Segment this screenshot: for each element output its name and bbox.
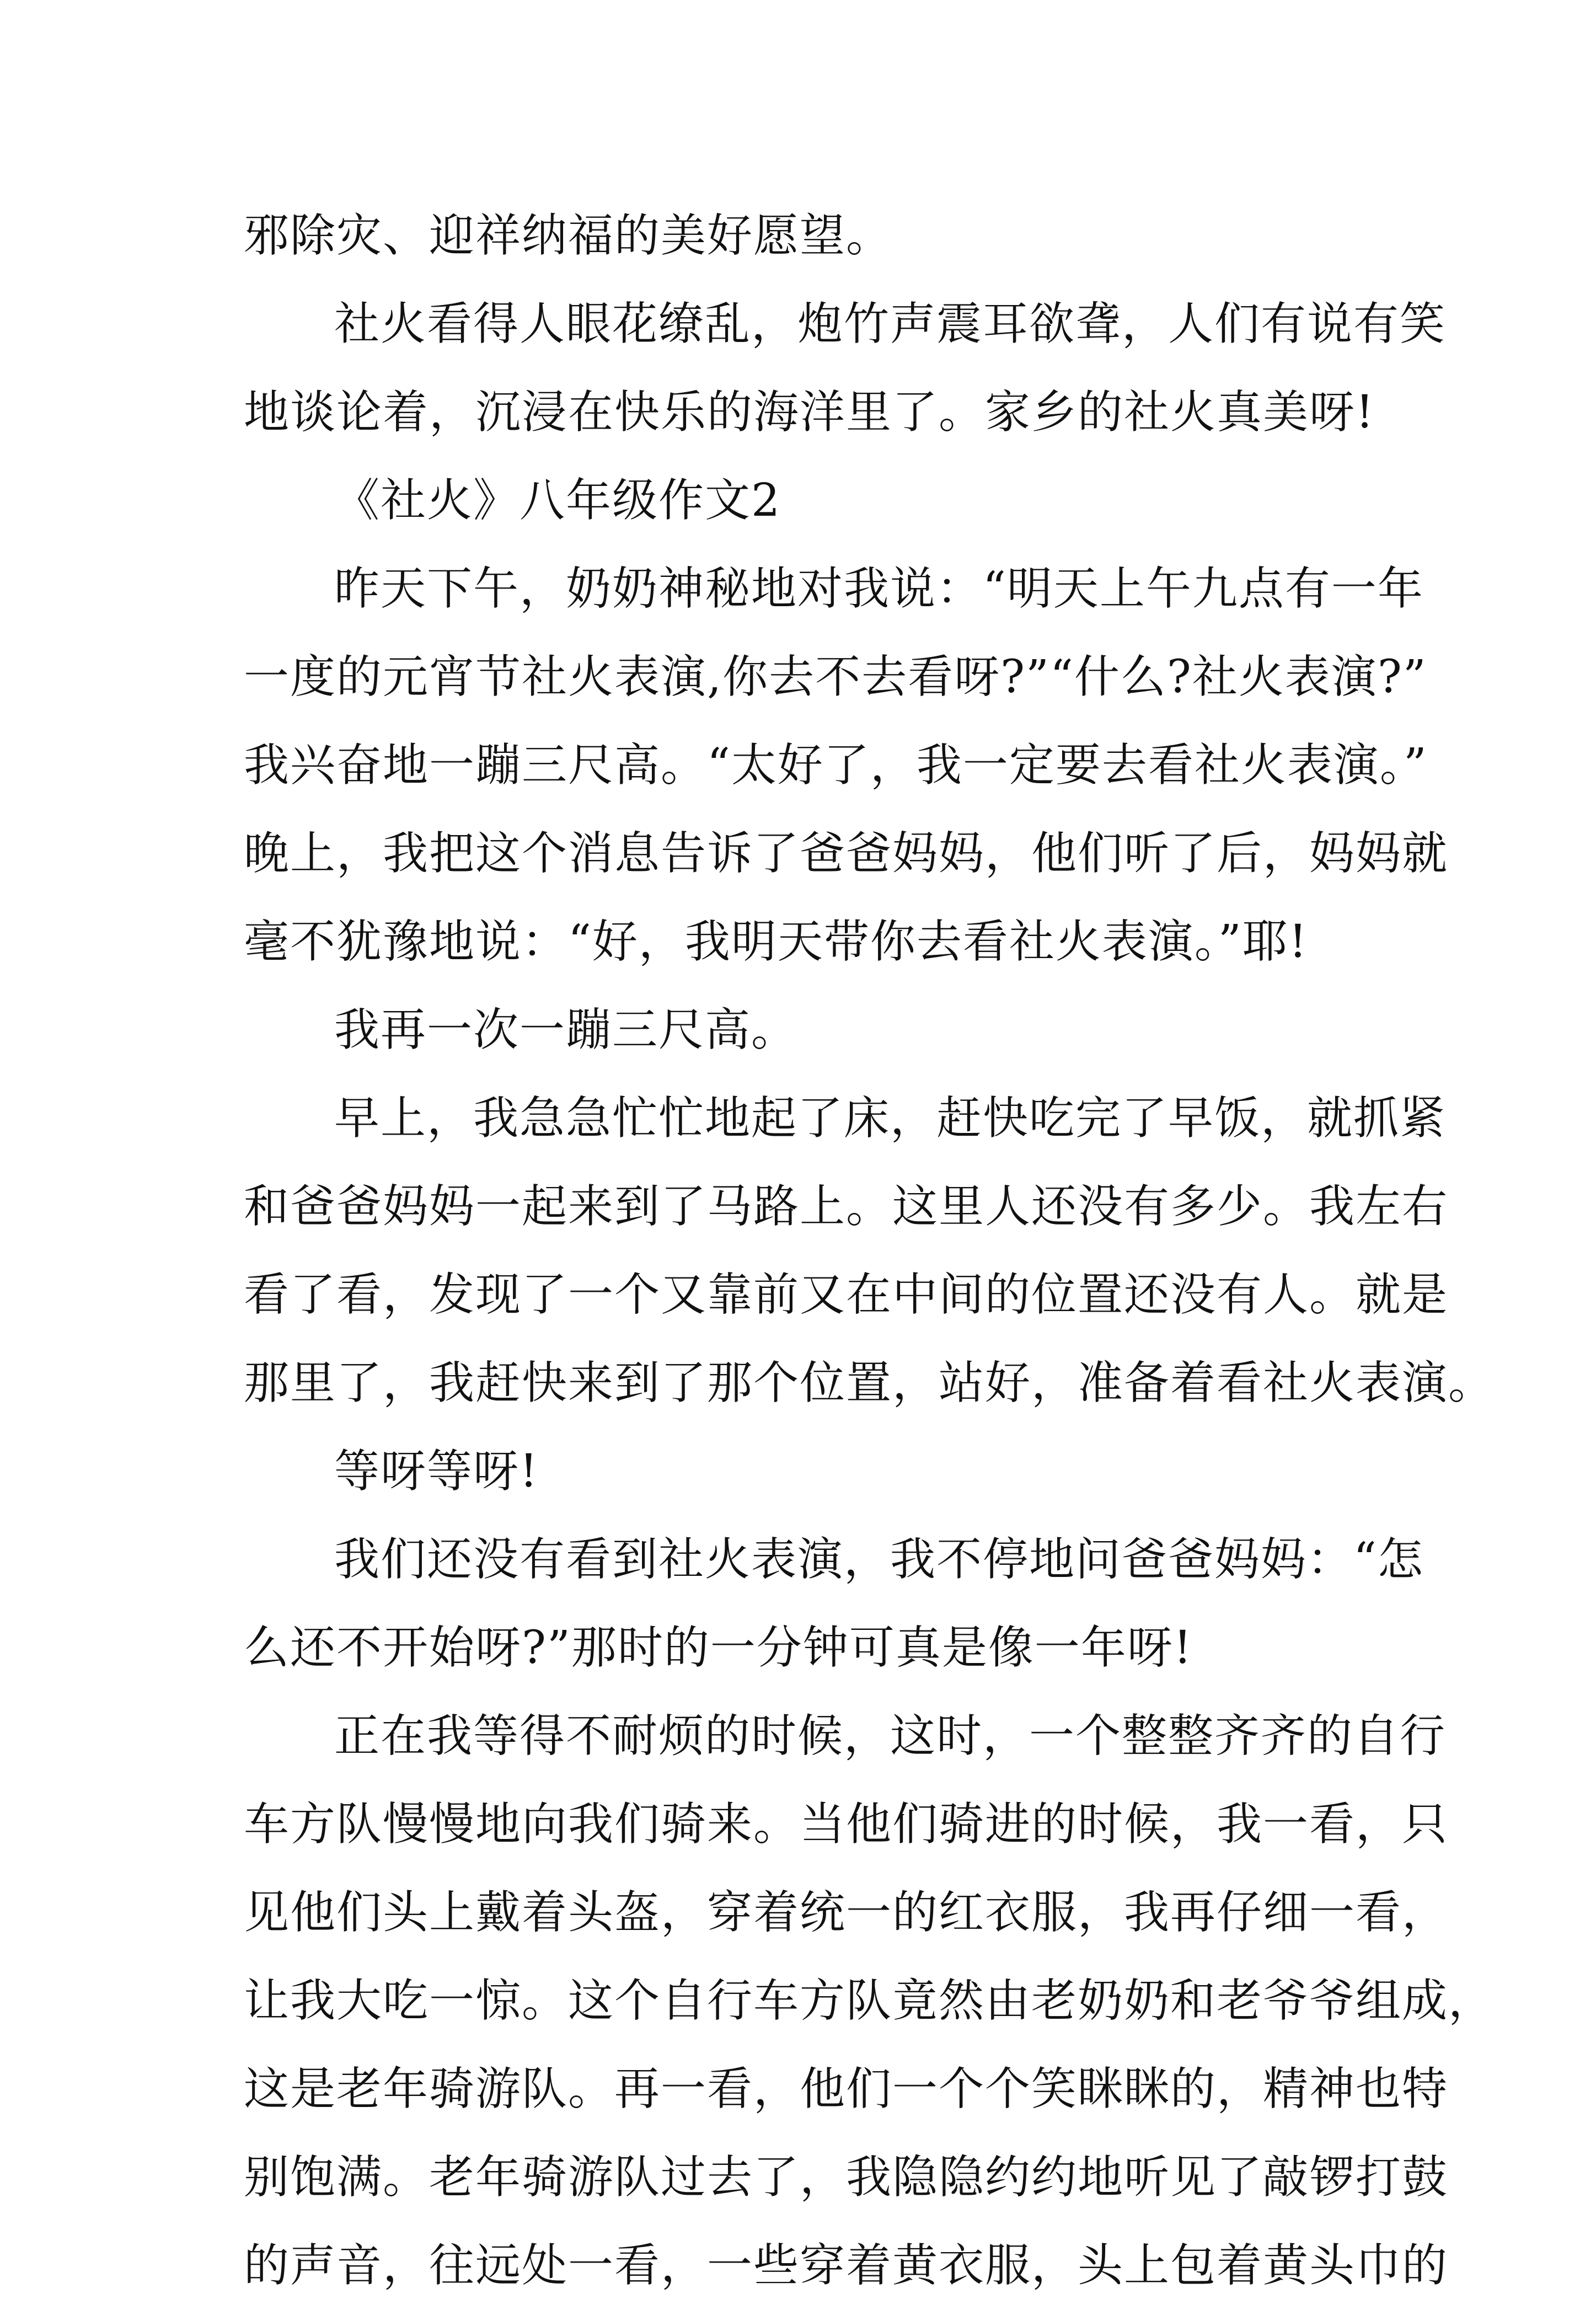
text-line: 和爸爸妈妈一起来到了马路上。这里人还没有多少。我左右 <box>244 1180 1449 1233</box>
text-line: 的声音，往远处一看，一些穿着黄衣服，头上包着黄头巾的 <box>244 2239 1449 2292</box>
text-line: 让我大吃一惊。这个自行车方队竟然由老奶奶和老爷爷组成， <box>244 1975 1495 2027</box>
text-line: 我再一次一蹦三尺高。 <box>334 1004 798 1056</box>
text-line: 社火看得人眼花缭乱，炮竹声震耳欲聋，人们有说有笑 <box>334 298 1447 350</box>
section-heading: 《社火》八年级作文2 <box>334 474 781 527</box>
text-line: 么还不开始呀?”那时的一分钟可真是像一年呀! <box>244 1622 1193 1674</box>
text-line: 昨天下午，奶奶神秘地对我说：“明天上午九点有一年 <box>334 563 1424 615</box>
text-line: 我们还没有看到社火表演，我不停地问爸爸妈妈：“怎 <box>334 1533 1424 1586</box>
text-line: 那里了，我赶快来到了那个位置，站好，准备着看社火表演。 <box>244 1357 1495 1409</box>
text-line: 晚上，我把这个消息告诉了爸爸妈妈，他们听了后，妈妈就 <box>244 827 1449 880</box>
text-line: 我兴奋地一蹦三尺高。“太好了，我一定要去看社火表演。” <box>244 739 1428 792</box>
text-line: 见他们头上戴着头盔，穿着统一的红衣服，我再仔细一看， <box>244 1886 1449 1939</box>
text-line: 一度的元宵节社火表演,你去不去看呀?”“什么?社火表演?” <box>244 651 1427 703</box>
document-body <box>244 192 1495 2310</box>
text-line: 等呀等呀! <box>334 1445 539 1498</box>
text-line: 看了看，发现了一个又靠前又在中间的位置还没有人。就是 <box>244 1269 1449 1321</box>
text-line: 车方队慢慢地向我们骑来。当他们骑进的时候，我一看，只 <box>244 1798 1449 1851</box>
text-line: 邪除灾、迎祥纳福的美好愿望。 <box>244 210 893 262</box>
text-line: 别饱满。老年骑游队过去了，我隐隐约约地听见了敲锣打鼓 <box>244 2151 1449 2204</box>
text-line: 地谈论着，沉浸在快乐的海洋里了。家乡的社火真美呀! <box>244 386 1375 439</box>
text-line: 正在我等得不耐烦的时候，这时，一个整整齐齐的自行 <box>334 1710 1447 1762</box>
text-line: 这是老年骑游队。再一看，他们一个个笑眯眯的，精神也特 <box>244 2063 1449 2115</box>
text-line: 毫不犹豫地说：“好，我明天带你去看社火表演。”耶! <box>244 916 1308 968</box>
text-line: 早上，我急急忙忙地起了床，赶快吃完了早饭，就抓紧 <box>334 1092 1447 1145</box>
